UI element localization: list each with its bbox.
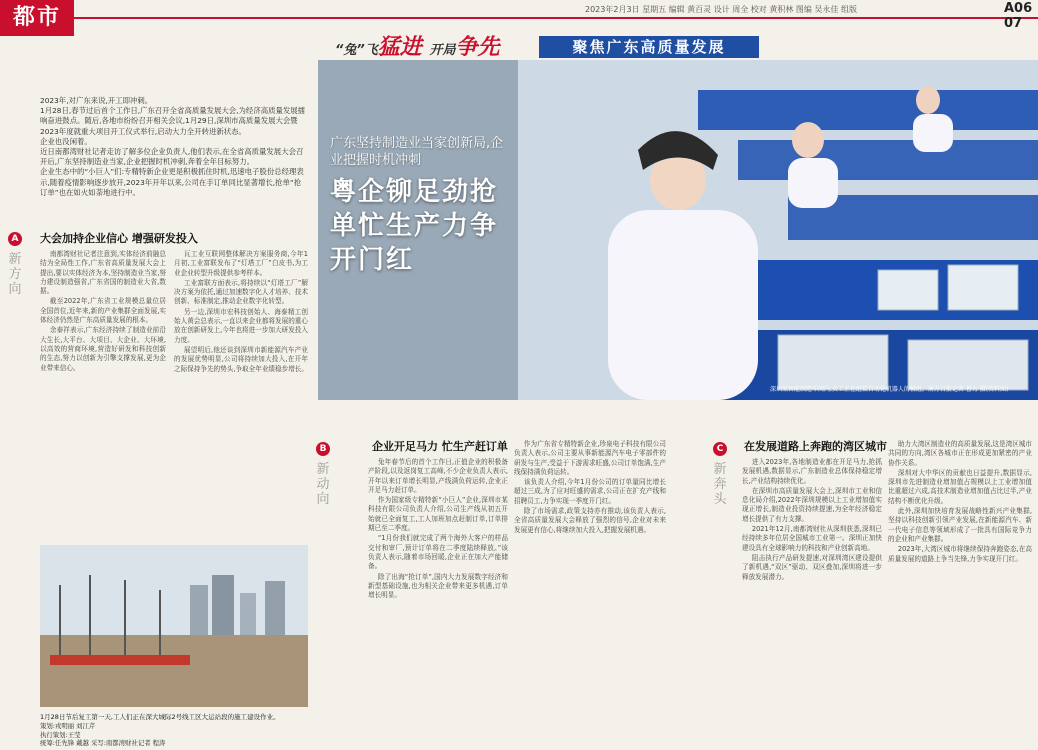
slogan [335, 30, 499, 61]
header-meta: 2023年2月3日 星期五 编辑 黄百灵 设计 周全 校对 黄积林 图编 吴永佳 组版 [585, 5, 857, 14]
article-paragraph: 南都湾财社记者注意到,实体经济前融总结为全局性工作,广东省高质量发展大会上提出,要以实体经济为本,坚持制造业当家,努力建设制造强省,广东省国的制造业大省,数据。 [40, 250, 166, 296]
intro-paragraph: 近日南都湾财社记者走访了解多位企业负责人,他们表示,在全省高质量发展大会召开后,广东坚持制造业当家,企业把握时机冲刺,奔着全年目标努力。 [40, 147, 304, 167]
article-paragraph: 2023年,大湾区城市将继续保持奔跑姿态,在高质量发展的道路上争当先锋,力争实现开门红。 [888, 545, 1032, 563]
article-paragraph: 除了出海“抢订单”,国内大力发展数字经济和新型基础设施,也为相关企业带来更多机遇,订单增长明显。 [368, 572, 508, 600]
intro-paragraph: 企业也没闲着。 [40, 136, 92, 146]
hero-caption: 深圳某智能制造车间内,员工正在组装自动化机器人的模组。南方日报记者 鲁力 摄(资料图) [770, 386, 1009, 393]
credits [40, 722, 165, 748]
article-paragraph: 兔年春节后的首个工作日,正值企业的积极备产阶段,以及返岗复工高峰,不少企业负责人表示,开年以来订单增长明显,产线满负荷运转,企业正开足马力赶订单。 [368, 458, 508, 494]
article-paragraph: 进入2023年,各地制造业都在开足马力,抢抓发展机遇,数据显示,广东制造业总体保持稳定增长,产业结构持续优化。 [742, 458, 882, 485]
article-paragraph: 余泰祥表示,广东经济持续了制造业前沿大生长,大平台、大项目、大企业、大环境,以高效的营商环境,营造好研发和科技创新的生态,努力以创新为引擎支撑发展,更为企业带来信心。 [40, 326, 166, 372]
credit-line: 策划:戎明丽 刘江芹 [40, 722, 96, 730]
intro-text [40, 96, 308, 198]
credit-line: 执行策划:王莹 [40, 730, 81, 739]
section-c-badge: C [713, 442, 727, 456]
slogan-part-d: 争先 [455, 35, 500, 60]
section-a-column-1 [40, 250, 166, 538]
article-paragraph: 此外,深圳加快培育发展战略性新兴产业集群,坚持以科技创新引领产业发展,在新能源汽车、新一代电子信息等领域形成了一批具有国际竞争力的企业和产业集群。 [888, 507, 1032, 543]
section-b-heading: 企业开足马力 忙生产赶订单 [372, 440, 508, 453]
article-paragraph: 作为广东省专精特新企业,珍泉电子科技有限公司负责人表示,公司主要从事新能源汽车电子零部件的研发与生产,受益于下游需求旺盛,公司订单饱满,生产线保持满负荷运转。 [514, 440, 666, 476]
section-a-column-2 [174, 250, 308, 538]
slogan-part-b: 猛进 [377, 35, 422, 60]
article-paragraph: 2021年12月,南都湾财社从深圳获悉,深圳已经持续多年位居全国城市工业第一。深圳正加快建设具有全球影响力的科技和产业创新高地。 [742, 525, 882, 552]
section-c-column-1 [742, 458, 882, 730]
article-paragraph: 助力大湾区制造业的高质量发展,这是湾区城市共同的方向,湾区各城市正在形成更加紧密的产业协作关系。 [888, 440, 1032, 467]
intro-paragraph: 企业生态中的“小巨人”们:专精特新企业更是积极抓住时机,迅速电子股份总经理表示,随着疫情影响逐步放开,2023年开年以来,公司在手订单同比显著增长,抢单“抢订单”也在如火如荼地进行中。 [40, 167, 304, 197]
construction-photo-caption: 1月28日节后复工第一天,工人们正在深大城际2号线工区大运站段的施工建设作业。 [40, 713, 280, 721]
section-tag: 都市 [0, 0, 74, 36]
article-paragraph: 阻击执行产品研发提速,对深圳湾区建设提供了新机遇,“双区”驱动、双区叠加,深圳将进一步释放发展潜力。 [742, 553, 882, 581]
hero-title: 粤企铆足劲抢单忙生产力争开门红 [330, 177, 499, 275]
article-paragraph: “1月份我们就完成了两个海外大客户的样品交付和审厂,预计订单将在二季度陆续释放。”该负责人表示,随着市场回暖,企业正在加大产能储备。 [368, 534, 508, 571]
section-a-label: 新方向 [8, 252, 22, 297]
section-b-label: 新动向 [316, 462, 330, 507]
article-paragraph: 深圳对大中华区的贡献也日益提升,数据显示,深圳市先进制造业增加值占规模以上工业增加值比重超过六成,高技术制造业增加值占比过半,产业结构不断优化升级。 [888, 468, 1032, 505]
section-b-column-1 [368, 458, 508, 730]
section-c-label: 新奔头 [713, 462, 727, 507]
slogan-part-a: “兔”飞 [335, 43, 378, 58]
article-paragraph: 除了市场需求,政策支持亦有推动,该负责人表示,全省高质量发展大会释放了强烈的信号,企业对未来发展更有信心,将继续加大投入,把握发展机遇。 [514, 507, 666, 534]
section-c-heading: 在发展道路上奔跑的湾区城市 [744, 440, 887, 453]
intro-paragraph: 1月28日,春节过后首个工作日,广东召开全省高质量发展大会,为经济高质量发展擂响奋进鼓点。随后,各地市纷纷召开相关会议,1月29日,深圳市高质量发展大会暨2023年度就重大项目开工仪式举行,启动大力全开转进新状态。 [40, 106, 306, 136]
article-paragraph: 展望明后,他还谈到深圳市新能源汽车产业的发展优势明显,公司将持续加大投入,在开年之际保持争先的势头,争取全年业绩稳步增长。 [174, 345, 308, 373]
article-paragraph: 另一边,深圳市宏科技创始人、海泰精工创始人黄会总表示,一直以来企业都将发展的重心放在创新研发上,今年也将进一步加大研发投入力度。 [174, 307, 308, 344]
feature-banner: 聚焦广东高质量发展 [539, 36, 759, 58]
section-b-badge: B [316, 442, 330, 456]
article-paragraph: 截至2022年,广东省工业规模总量位居全国首位,近年来,新的产业集群全面发展,实体经济仍然是广东高质量发展的根本。 [40, 297, 166, 325]
article-paragraph: 作为国家级专精特新“小巨人”企业,深圳市某科技有限公司负责人介绍,公司生产线从初五开始就已全面复工,工人加班加点赶制订单,订单排期已至二季度。 [368, 496, 508, 533]
article-paragraph: 瓦工业互联网整体解决方案服务商,今年1月初,工业富联发布了“灯塔工厂”白皮书,为工业企业转型升级提供参考样本。 [174, 250, 308, 277]
section-b-column-2 [514, 440, 666, 732]
credit-line: 统筹:任先锋 戴越 采写:南都湾财社记者 程涛 [40, 739, 166, 748]
section-a-heading: 大会加持企业信心 增强研发投入 [40, 232, 198, 245]
article-paragraph: 在深圳市高质量发展大会上,深圳市工业和信息化局介绍,2022年深圳规模以上工业增加值实现正增长,制造业投资持续提速,为全年经济稳定增长提供了有力支撑。 [742, 486, 882, 523]
section-c-column-2 [888, 440, 1032, 732]
intro-paragraph: 2023年,对广东来说,开工即冲刺。 [40, 96, 153, 105]
construction-photo [40, 545, 308, 707]
hero-subtitle: 广东坚持制造业当家创新局,企业把握时机冲刺 [330, 136, 504, 168]
slogan-part-c: 开局 [429, 43, 456, 58]
top-divider [74, 17, 1038, 19]
construction-illustration [40, 545, 308, 707]
section-a-badge: A [8, 232, 22, 246]
page-number: A06 07 [1004, 1, 1033, 31]
article-paragraph: 工业富联方面表示,将持续以“灯塔工厂”解决方案为依托,通过加速数字化人才培养、技术创新、标准制定,推动企业数字化转型。 [174, 278, 308, 306]
article-paragraph: 该负责人介绍,今年1月份公司的订单量同比增长超过三成,为了应对旺盛的需求,公司正在扩充产线和招聘员工,力争实现一季度开门红。 [514, 478, 666, 505]
